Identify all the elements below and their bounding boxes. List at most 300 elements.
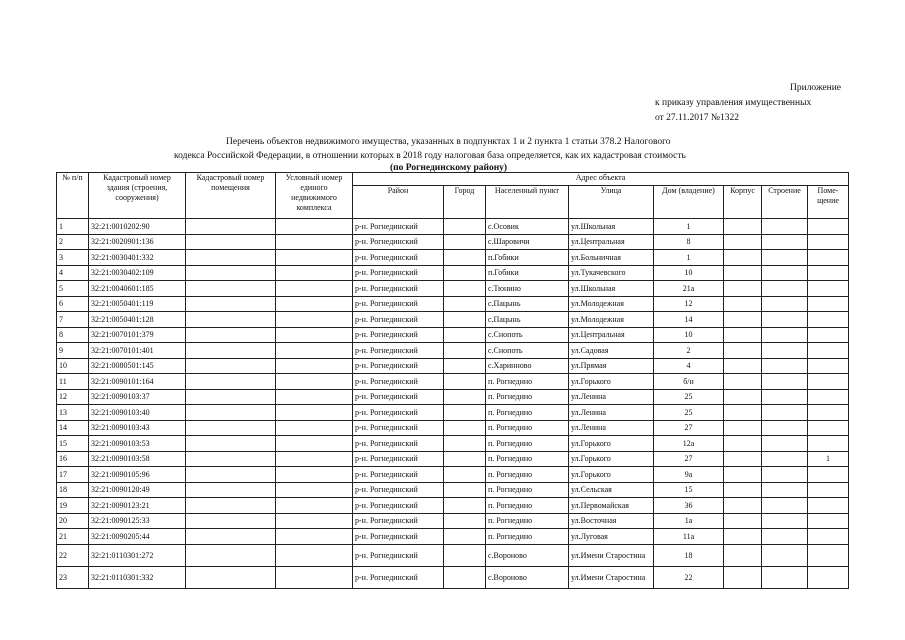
table-row [57,234,849,250]
cell-conditional-number [276,498,353,514]
cell-settlement: с.Пацынь [486,312,569,328]
cell-city [444,420,486,436]
cell-city [444,343,486,359]
table-row [57,513,849,529]
cell-street: ул.Луговая [569,529,654,545]
cell-korpus [724,358,762,374]
cell-row-number: 13 [57,405,89,421]
cell-room [808,566,849,588]
cell-district: р-н. Рогнединский [353,250,444,266]
cell-cadastral-room-number [186,420,276,436]
cell-stroenie [762,467,808,483]
cell-house: 22 [654,566,724,588]
cell-korpus [724,374,762,390]
table-row [57,529,849,545]
cell-city [444,312,486,328]
cell-district: р-н. Рогнединский [353,566,444,588]
col-header-city: Город [444,186,486,219]
cell-district: р-н. Рогнединский [353,482,444,498]
cell-district: р-н. Рогнединский [353,544,444,566]
col-header-cad-room: Кадастровый номер помещения [186,173,276,219]
cell-house: 12 [654,296,724,312]
cell-room [808,498,849,514]
cell-stroenie [762,566,808,588]
col-header-num: № п/п [57,173,89,219]
cell-house: 10 [654,265,724,281]
cell-street: ул.Садовая [569,343,654,359]
cell-district: р-н. Рогнединский [353,312,444,328]
cell-room [808,529,849,545]
cell-stroenie [762,358,808,374]
cell-stroenie [762,482,808,498]
cell-korpus [724,327,762,343]
cell-row-number: 19 [57,498,89,514]
cell-stroenie [762,234,808,250]
cell-cadastral-building-number: 32:21:0090125:33 [89,513,186,529]
cell-cadastral-room-number [186,529,276,545]
cell-conditional-number [276,436,353,452]
col-header-stroenie: Строение [762,186,808,219]
cell-cadastral-building-number: 32:21:0090103:40 [89,405,186,421]
cell-cadastral-room-number [186,544,276,566]
cell-stroenie [762,420,808,436]
cell-house: 10 [654,327,724,343]
cell-city [444,389,486,405]
cell-street: ул.Молодежная [569,312,654,328]
cell-room [808,482,849,498]
col-header-district: Район [353,186,444,219]
cell-row-number: 21 [57,529,89,545]
cell-cadastral-building-number: 32:21:0070101:401 [89,343,186,359]
cell-stroenie [762,374,808,390]
cell-room [808,234,849,250]
cell-room [808,513,849,529]
cell-settlement: п. Рогнедино [486,513,569,529]
cell-cadastral-building-number: 32:21:0080501:145 [89,358,186,374]
cell-street: ул.Центральная [569,327,654,343]
cell-cadastral-room-number [186,343,276,359]
cell-settlement: п.Гобики [486,250,569,266]
cell-room [808,467,849,483]
cell-row-number: 3 [57,250,89,266]
cell-district: р-н. Рогнединский [353,296,444,312]
table-row [57,265,849,281]
cell-house: 27 [654,420,724,436]
cell-row-number: 14 [57,420,89,436]
cell-korpus [724,436,762,452]
cell-row-number: 11 [57,374,89,390]
col-header-house: Дом (владение) [654,186,724,219]
cell-settlement: п. Рогнедино [486,436,569,452]
cell-korpus [724,420,762,436]
cell-room [808,296,849,312]
cell-city [444,234,486,250]
cell-korpus [724,482,762,498]
cell-house: 8 [654,234,724,250]
cell-conditional-number [276,312,353,328]
cell-city [444,467,486,483]
cell-cadastral-building-number: 32:21:0050401:119 [89,296,186,312]
cell-room [808,358,849,374]
cell-korpus [724,498,762,514]
cell-city [444,296,486,312]
col-header-street: Улица [569,186,654,219]
cell-cadastral-building-number: 32:21:0090103:58 [89,451,186,467]
cell-district: р-н. Рогнединский [353,420,444,436]
table-row [57,281,849,297]
cell-cadastral-room-number [186,451,276,467]
cell-district: р-н. Рогнединский [353,281,444,297]
cell-korpus [724,265,762,281]
cell-conditional-number [276,544,353,566]
cell-row-number: 6 [57,296,89,312]
cell-district: р-н. Рогнединский [353,436,444,452]
cell-city [444,451,486,467]
cell-stroenie [762,436,808,452]
cell-korpus [724,343,762,359]
cell-settlement: п. Рогнедино [486,498,569,514]
cell-city [444,529,486,545]
cell-district: р-н. Рогнединский [353,358,444,374]
cell-conditional-number [276,482,353,498]
appendix-label: Приложение [790,83,841,93]
cell-city [444,405,486,421]
cell-room [808,343,849,359]
cell-cadastral-room-number [186,482,276,498]
table-row [57,467,849,483]
cell-cadastral-building-number: 32:21:0050401:128 [89,312,186,328]
cell-stroenie [762,219,808,235]
cell-house: 21а [654,281,724,297]
cell-cadastral-building-number: 32:21:0090123:21 [89,498,186,514]
cell-korpus [724,312,762,328]
cell-room [808,265,849,281]
cell-house: 12а [654,436,724,452]
cell-cadastral-building-number: 32:21:0090120:49 [89,482,186,498]
cell-conditional-number [276,327,353,343]
cell-stroenie [762,281,808,297]
cell-district: р-н. Рогнединский [353,405,444,421]
cell-district: р-н. Рогнединский [353,234,444,250]
cell-street: ул.Восточная [569,513,654,529]
cell-korpus [724,467,762,483]
cell-house: 11а [654,529,724,545]
cell-cadastral-building-number: 32:21:0010202:90 [89,219,186,235]
cell-stroenie [762,513,808,529]
document-title-district: (по Рогнединскому району) [390,163,508,173]
col-header-settlement: Населенный пункт [486,186,569,219]
table-row [57,296,849,312]
cell-conditional-number [276,296,353,312]
cell-conditional-number [276,343,353,359]
table-row [57,250,849,266]
cell-conditional-number [276,389,353,405]
cell-room [808,544,849,566]
cell-street: ул.Больничная [569,250,654,266]
cell-house: 14 [654,312,724,328]
cell-cadastral-room-number [186,467,276,483]
col-header-conditional-number: Условный номер единого недвижимого комплекса [276,173,353,219]
cell-settlement: п. Рогнедино [486,482,569,498]
cell-room [808,420,849,436]
table-row [57,420,849,436]
cell-street: ул.Горького [569,374,654,390]
cell-street: ул.Школьная [569,219,654,235]
cell-house: 25 [654,389,724,405]
cell-settlement: п. Рогнедино [486,529,569,545]
cell-cadastral-building-number: 32:21:0110301:272 [89,544,186,566]
cell-city [444,374,486,390]
cell-district: р-н. Рогнединский [353,389,444,405]
cell-street: ул.Имени Старостина [569,544,654,566]
cell-cadastral-building-number: 32:21:0090105:96 [89,467,186,483]
cell-city [444,265,486,281]
cell-cadastral-building-number: 32:21:0030401:332 [89,250,186,266]
cell-cadastral-room-number [186,498,276,514]
cell-room [808,219,849,235]
col-header-room: Поме-щение [808,186,849,219]
table-row [57,405,849,421]
cell-conditional-number [276,420,353,436]
cell-stroenie [762,343,808,359]
cell-room [808,327,849,343]
table-row [57,544,849,566]
property-register-table [56,172,849,589]
cell-settlement: п. Рогнедино [486,451,569,467]
cell-conditional-number [276,513,353,529]
cell-street: ул.Центральная [569,234,654,250]
table-row [57,374,849,390]
cell-house: 9а [654,467,724,483]
cell-district: р-н. Рогнединский [353,451,444,467]
cell-cadastral-room-number [186,405,276,421]
cell-street: ул.Горького [569,467,654,483]
cell-settlement: с.Снопоть [486,327,569,343]
cell-conditional-number [276,265,353,281]
cell-conditional-number [276,405,353,421]
table-row [57,219,849,235]
cell-row-number: 4 [57,265,89,281]
cell-cadastral-room-number [186,234,276,250]
cell-row-number: 16 [57,451,89,467]
cell-korpus [724,451,762,467]
cell-settlement: п. Рогнедино [486,467,569,483]
cell-cadastral-building-number: 32:21:0020901:136 [89,234,186,250]
col-header-korpus: Корпус [724,186,762,219]
cell-street: ул.Ленина [569,405,654,421]
cell-korpus [724,234,762,250]
cell-room [808,389,849,405]
cell-district: р-н. Рогнединский [353,219,444,235]
cell-settlement: с.Вороново [486,544,569,566]
cell-street: ул.Прямая [569,358,654,374]
cell-cadastral-building-number: 32:21:0090103:43 [89,420,186,436]
cell-stroenie [762,327,808,343]
cell-district: р-н. Рогнединский [353,467,444,483]
cell-conditional-number [276,281,353,297]
cell-cadastral-building-number: 32:21:0090103:53 [89,436,186,452]
cell-street: ул.Имени Старостина [569,566,654,588]
cell-city [444,544,486,566]
cell-settlement: с.Осовик [486,219,569,235]
cell-house: 18 [654,544,724,566]
cell-row-number: 9 [57,343,89,359]
cell-street: ул.Школьная [569,281,654,297]
table-row [57,482,849,498]
col-header-cad-building: Кадастровый номер здания (строения, сооружения) [89,173,186,219]
cell-row-number: 2 [57,234,89,250]
table-row [57,436,849,452]
cell-cadastral-building-number: 32:21:0070101:379 [89,327,186,343]
cell-cadastral-building-number: 32:21:0110301:332 [89,566,186,588]
cell-korpus [724,529,762,545]
cell-street: ул.Тукачевского [569,265,654,281]
cell-cadastral-building-number: 32:21:0090205:44 [89,529,186,545]
cell-district: р-н. Рогнединский [353,529,444,545]
cell-cadastral-room-number [186,250,276,266]
cell-settlement: с.Снопоть [486,343,569,359]
cell-street: ул.Молодежная [569,296,654,312]
cell-settlement: с.Пацынь [486,296,569,312]
cell-room [808,374,849,390]
cell-stroenie [762,296,808,312]
cell-house: 1 [654,250,724,266]
table-row [57,327,849,343]
cell-korpus [724,296,762,312]
cell-stroenie [762,405,808,421]
document-title-line2: кодекса Российской Федерации, в отношении которых в 2018 году налоговая база определяется, как их кадастровая стоимость [174,151,686,161]
cell-district: р-н. Рогнединский [353,513,444,529]
cell-settlement: п. Рогнедино [486,405,569,421]
cell-house: 4 [654,358,724,374]
cell-room: 1 [808,451,849,467]
cell-street: ул.Первомайская [569,498,654,514]
cell-korpus [724,566,762,588]
table-row [57,358,849,374]
cell-cadastral-building-number: 32:21:0040601:185 [89,281,186,297]
cell-room [808,312,849,328]
cell-settlement: п. Рогнедино [486,374,569,390]
cell-house: 27 [654,451,724,467]
cell-district: р-н. Рогнединский [353,343,444,359]
cell-room [808,281,849,297]
table-row [57,498,849,514]
cell-row-number: 1 [57,219,89,235]
cell-city [444,498,486,514]
table-row [57,389,849,405]
cell-cadastral-room-number [186,436,276,452]
cell-stroenie [762,544,808,566]
cell-conditional-number [276,467,353,483]
cell-cadastral-room-number [186,327,276,343]
cell-conditional-number [276,374,353,390]
cell-cadastral-building-number: 32:21:0030402:109 [89,265,186,281]
cell-settlement: с.Тюнино [486,281,569,297]
cell-cadastral-room-number [186,566,276,588]
cell-row-number: 12 [57,389,89,405]
cell-city [444,219,486,235]
cell-row-number: 20 [57,513,89,529]
cell-cadastral-room-number [186,358,276,374]
cell-cadastral-room-number [186,389,276,405]
cell-conditional-number [276,219,353,235]
cell-conditional-number [276,250,353,266]
cell-conditional-number [276,451,353,467]
cell-street: ул.Горького [569,451,654,467]
cell-district: р-н. Рогнединский [353,498,444,514]
cell-cadastral-room-number [186,281,276,297]
cell-settlement: с.Харинново [486,358,569,374]
cell-house: 2 [654,343,724,359]
table-row [57,451,849,467]
cell-cadastral-room-number [186,513,276,529]
cell-korpus [724,544,762,566]
cell-street: ул.Ленина [569,389,654,405]
cell-conditional-number [276,358,353,374]
cell-district: р-н. Рогнединский [353,374,444,390]
cell-row-number: 10 [57,358,89,374]
cell-korpus [724,250,762,266]
cell-row-number: 23 [57,566,89,588]
table-row [57,312,849,328]
appendix-order-line: к приказу управления имущественных [655,98,812,108]
cell-city [444,281,486,297]
cell-row-number: 8 [57,327,89,343]
cell-row-number: 7 [57,312,89,328]
cell-cadastral-room-number [186,296,276,312]
cell-row-number: 18 [57,482,89,498]
cell-house: 1 [654,219,724,235]
cell-korpus [724,219,762,235]
cell-street: ул.Ленина [569,420,654,436]
cell-settlement: с.Вороново [486,566,569,588]
cell-city [444,482,486,498]
cell-stroenie [762,250,808,266]
cell-cadastral-room-number [186,374,276,390]
cell-settlement: с.Шаровичи [486,234,569,250]
cell-row-number: 5 [57,281,89,297]
cell-room [808,436,849,452]
cell-district: р-н. Рогнединский [353,265,444,281]
cell-cadastral-room-number [186,265,276,281]
cell-settlement: п. Рогнедино [486,420,569,436]
cell-house: 25 [654,405,724,421]
cell-city [444,250,486,266]
cell-house: 15 [654,482,724,498]
document-title-line1: Перечень объектов недвижимого имущества, указанных в подпунктах 1 и 2 пункта 1 статьи 378.2 Налогового [226,137,671,147]
cell-city [444,566,486,588]
cell-conditional-number [276,234,353,250]
cell-city [444,436,486,452]
cell-korpus [724,389,762,405]
table-row [57,343,849,359]
cell-settlement: п.Гобики [486,265,569,281]
cell-city [444,358,486,374]
cell-room [808,405,849,421]
cell-stroenie [762,451,808,467]
cell-district: р-н. Рогнединский [353,327,444,343]
cell-settlement: п. Рогнедино [486,389,569,405]
cell-conditional-number [276,566,353,588]
cell-house: б/н [654,374,724,390]
cell-korpus [724,281,762,297]
cell-city [444,327,486,343]
cell-cadastral-room-number [186,219,276,235]
cell-street: ул.Сельская [569,482,654,498]
cell-conditional-number [276,529,353,545]
cell-stroenie [762,498,808,514]
cell-cadastral-building-number: 32:21:0090101:164 [89,374,186,390]
